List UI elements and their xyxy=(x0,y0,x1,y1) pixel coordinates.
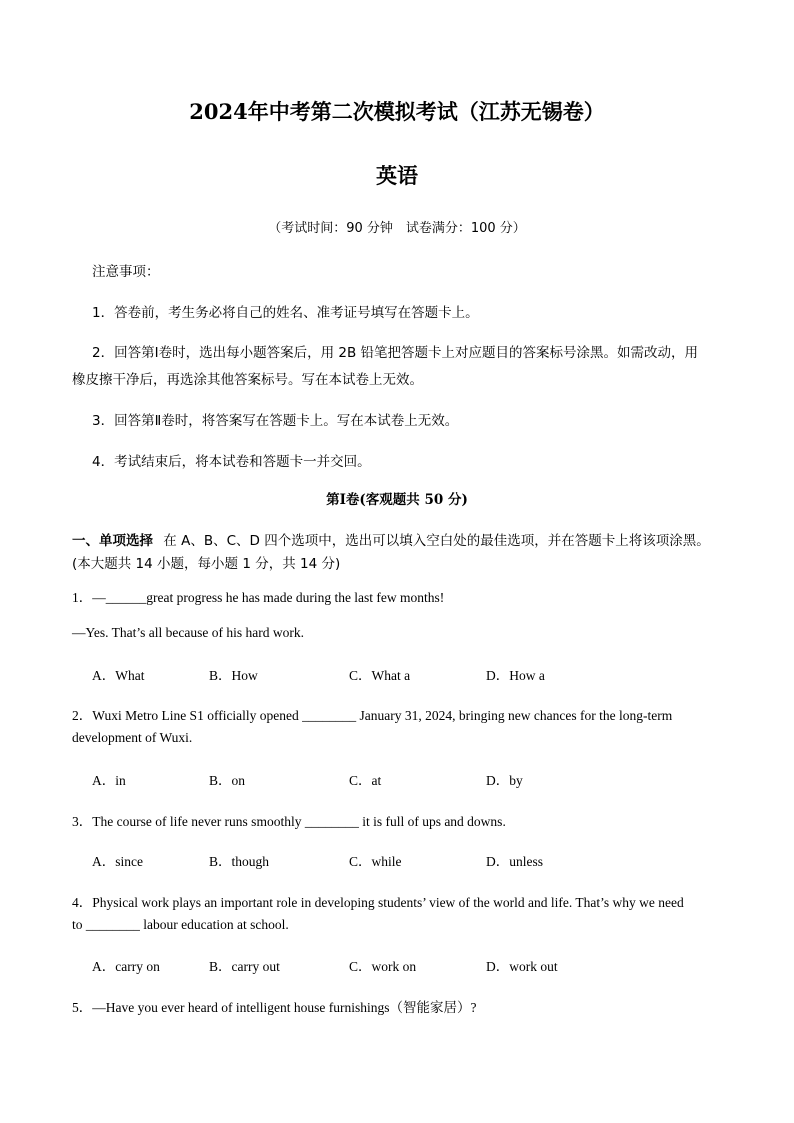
q3-option-d: D．unless xyxy=(486,854,543,869)
note-item-3: 3．回答第Ⅱ卷时，将答案写在答题卡上。写在本试卷上无效。 xyxy=(92,413,459,429)
note-item-2-cont: 橡皮擦干净后，再选涂其他答案标号。写在本试卷上无效。 xyxy=(72,372,423,388)
q2-option-b: B．on xyxy=(209,773,246,788)
question-4-line-1: 4．Physical work plays an important role in developing students’ view of the world and life. That’s why we need xyxy=(72,895,684,910)
question-3-line-1: 3．The course of life never runs smoothly ________ it is full of ups and downs. xyxy=(72,814,506,829)
note-item-1: 1．答卷前，考生务必将自己的姓名、准考证号填写在答题卡上。 xyxy=(92,305,479,321)
q1-option-b: B．How xyxy=(209,668,258,683)
question-2-line-2: development of Wuxi. xyxy=(72,730,193,745)
exam-title: 2024年中考第二次模拟考试（江苏无锡卷） xyxy=(189,99,605,124)
section-title: 第Ⅰ卷(客观题共 50 分) xyxy=(326,492,468,508)
q4-option-a: A．carry on xyxy=(92,959,160,974)
q4-option-b: B．carry out xyxy=(209,959,280,974)
part-heading xyxy=(72,529,710,549)
q3-option-a: A．since xyxy=(92,854,143,869)
q2-option-a: A．in xyxy=(92,773,126,788)
question-2-line-1: 2．Wuxi Metro Line S1 officially opened ________ January 31, 2024, bringing new chances for the long-term xyxy=(72,708,673,723)
q1-option-d: D．How a xyxy=(486,668,545,683)
q3-option-b: B．though xyxy=(209,854,270,869)
q1-option-c: C．What a xyxy=(349,668,411,683)
exam-info: （考试时间：90 分钟 试卷满分：100 分） xyxy=(268,221,526,236)
notes-heading: 注意事项： xyxy=(92,264,160,280)
question-4-line-2: to ________ labour education at school. xyxy=(72,917,289,932)
question-1-line-1: 1．—______great progress he has made during the last few months! xyxy=(72,590,445,605)
part-scoring: (本大题共 14 小题，每小题 1 分，共 14 分) xyxy=(72,556,341,572)
q2-option-d: D．by xyxy=(486,773,523,788)
q4-option-c: C．work on xyxy=(349,959,417,974)
q1-option-a: A．What xyxy=(92,668,145,683)
question-1-line-2: —Yes. That’s all because of his hard work. xyxy=(72,625,304,640)
q3-option-c: C．while xyxy=(349,854,402,869)
part-instruction: 在 A、B、C、D 四个选项中，选出可以填入空白处的最佳选项，并在答题卡上将该项涂黑。 xyxy=(163,533,710,549)
part-label: 一、单项选择 xyxy=(72,533,153,549)
note-item-4: 4．考试结束后，将本试卷和答题卡一并交回。 xyxy=(92,454,371,470)
q4-option-d: D．work out xyxy=(486,959,558,974)
subject-title: 英语 xyxy=(376,163,418,188)
q2-option-c: C．at xyxy=(349,773,382,788)
question-5-line-1: 5．—Have you ever heard of intelligent house furnishings（智能家居）? xyxy=(72,1000,477,1015)
note-item-2: 2．回答第Ⅰ卷时，选出每小题答案后，用 2B 铅笔把答题卡上对应题目的答案标号涂黑。如需改动，用 xyxy=(92,345,699,361)
